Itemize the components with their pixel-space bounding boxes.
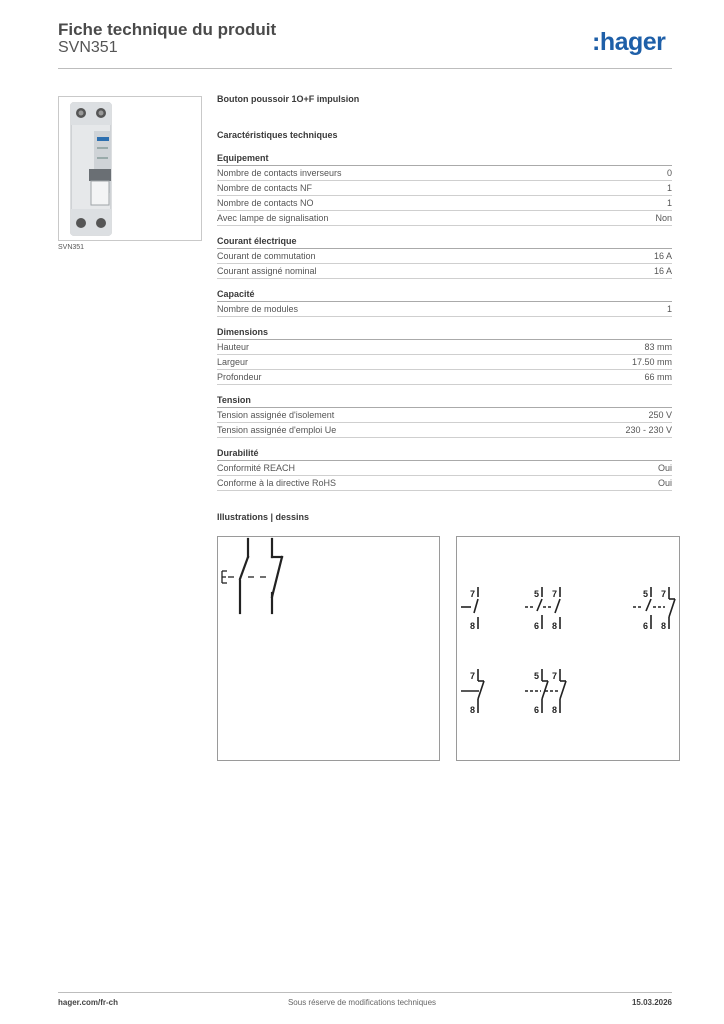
section-equipement [217,153,672,226]
spec-value: 1 [666,183,672,193]
spec-value: 230 - 230 V [625,425,672,435]
footer-divider [58,992,672,993]
spec-value: 0 [666,168,672,178]
photo-caption: SVN351 [58,244,85,251]
spec-label: Hauteur [217,342,250,352]
spec-label: Nombre de contacts NO [217,198,314,208]
terminal-label: 8 [470,621,476,631]
spec-label: Avec lampe de signalisation [217,213,329,223]
spec-row [217,196,672,211]
section-title: Dimensions [217,327,672,340]
spec-row [217,370,672,385]
terminal-label: 6 [534,705,540,715]
spec-row [217,408,672,423]
spec-label: Tension assignée d'emploi Ue [217,425,337,435]
spec-label: Tension assignée d'isolement [217,410,335,420]
spec-value: Oui [657,478,672,488]
terminal-label: 7 [470,671,476,681]
header-divider [58,68,672,69]
section-tension [217,395,672,438]
terminal-label: 7 [470,589,476,599]
footer-notice: Sous réserve de modifications techniques [287,998,437,1007]
spec-row [217,340,672,355]
spec-label: Courant assigné nominal [217,266,317,276]
section-title: Durabilité [217,448,672,461]
product-reference: SVN351 [58,39,118,56]
spec-row [217,211,672,226]
tech-heading: Caractéristiques techniques [217,130,338,140]
terminal-label: 7 [552,671,558,681]
section-durabilite [217,448,672,491]
terminal-label: 8 [552,621,558,631]
terminal-label: 5 [643,589,649,599]
spec-label: Nombre de contacts NF [217,183,313,193]
spec-label: Conforme à la directive RoHS [217,478,337,488]
spec-value: 66 mm [644,372,672,382]
spec-value: 83 mm [644,342,672,352]
schematic-drawing [217,536,440,761]
section-title: Equipement [217,153,672,166]
spec-value: 16 A [653,251,672,261]
spec-row [217,181,672,196]
terminal-label: 5 [534,671,540,681]
footer-date: 15.03.2026 [631,998,672,1007]
spec-label: Conformité REACH [217,463,296,473]
terminal-label: 6 [643,621,649,631]
illustrations-heading: Illustrations | dessins [217,512,310,522]
section-courant [217,236,672,279]
spec-value: 1 [666,304,672,314]
spec-row [217,166,672,181]
spec-row [217,355,672,370]
spec-label: Courant de commutation [217,251,316,261]
spec-value: 16 A [653,266,672,276]
terminal-label: 7 [552,589,558,599]
spec-row [217,423,672,438]
terminal-label: 5 [534,589,540,599]
footer-website-link[interactable]: hager.com/fr-ch [58,998,119,1007]
terminal-label: 8 [661,621,667,631]
spec-label: Nombre de contacts inverseurs [217,168,342,178]
section-title: Courant électrique [217,236,672,249]
spec-value: 1 [666,198,672,208]
terminal-label: 8 [552,705,558,715]
section-title: Tension [217,395,672,408]
terminal-label: 7 [661,589,667,599]
spec-value: Non [655,213,672,223]
spec-value: Oui [657,463,672,473]
spec-label: Nombre de modules [217,304,299,314]
product-name: Bouton poussoir 1O+F impulsion [217,94,360,104]
document-title: Fiche technique du produit [58,20,277,39]
spec-label: Largeur [217,357,249,367]
terminal-schematics [456,536,680,761]
spec-row [217,264,672,279]
section-capacite [217,289,672,317]
spec-value: 17.50 mm [631,357,672,367]
product-photo [58,96,202,241]
terminal-label: 6 [534,621,540,631]
spec-row [217,461,672,476]
spec-row [217,302,672,317]
spec-value: 250 V [648,410,672,420]
spec-label: Profondeur [217,372,262,382]
spec-column [217,94,672,522]
spec-row [217,476,672,491]
section-dimensions [217,327,672,385]
section-title: Capacité [217,289,672,302]
hager-logo: :hager [592,28,666,56]
spec-row [217,249,672,264]
terminal-label: 8 [470,705,476,715]
